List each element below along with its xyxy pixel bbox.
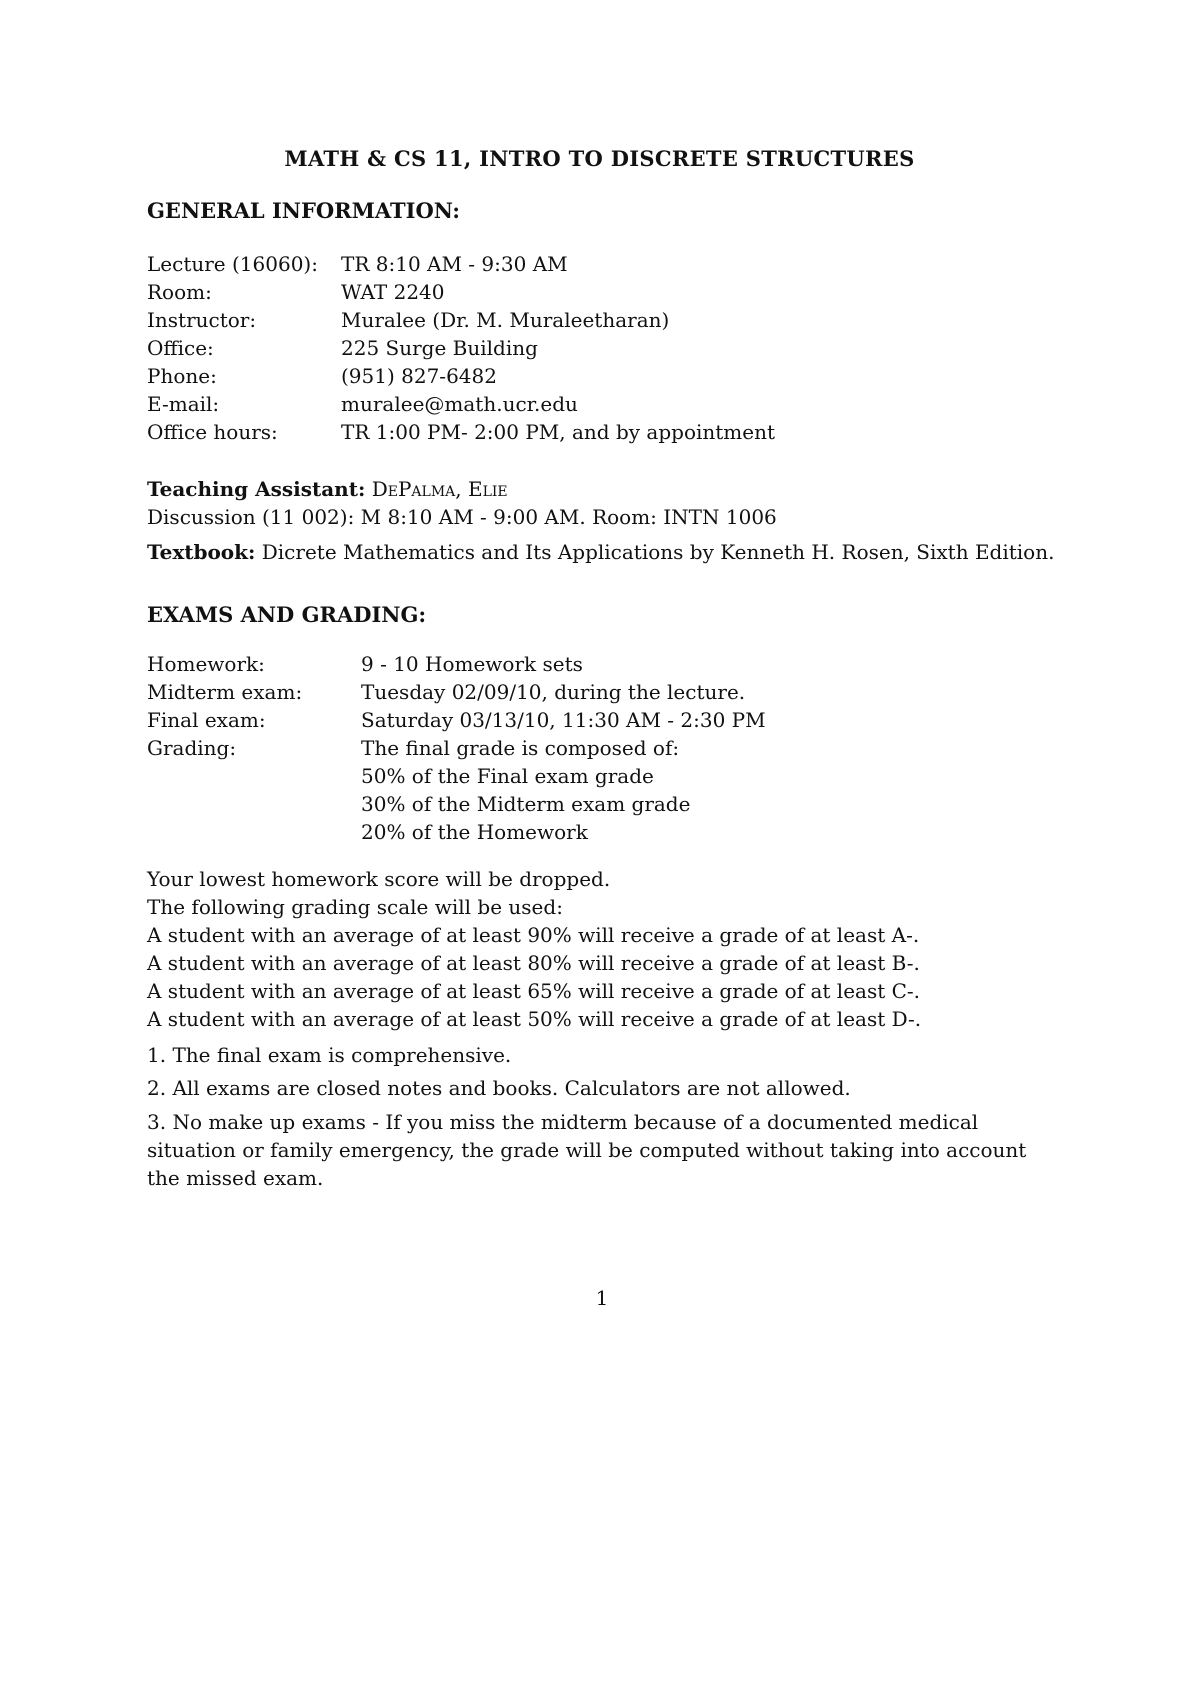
exam-label: Grading: [147, 736, 237, 760]
exams-table [147, 650, 766, 846]
note-item: 1. The final exam is comprehensive. [147, 1043, 512, 1067]
exam-row-grading-midterm-weight [147, 790, 766, 818]
info-row-phone [147, 362, 775, 390]
scale-line: A student with an average of at least 90% will receive a grade of at least A-. [147, 923, 920, 947]
scale-line: A student with an average of at least 80% will receive a grade of at least B-. [147, 951, 920, 975]
textbook-paragraph [147, 538, 1057, 566]
info-value: muralee@math.ucr.edu [341, 392, 578, 416]
info-row-office [147, 334, 775, 362]
note-item: 3. No make up exams - If you miss the midterm because of a documented medical situation or family emergency, the grade will be computed without taking into account the missed exam. [147, 1110, 1027, 1190]
info-row-instructor [147, 306, 775, 334]
page-number: 1 [595, 1286, 609, 1310]
exam-label [147, 762, 361, 790]
info-value: 225 Surge Building [341, 336, 538, 360]
info-value: TR 8:10 AM - 9:30 AM [341, 252, 568, 276]
discussion-line: Discussion (11 002): M 8:10 AM - 9:00 AM. Room: INTN 1006 [147, 505, 777, 529]
textbook-text: Dicrete Mathematics and Its Applications by Kenneth H. Rosen, Sixth Edition. [261, 540, 1055, 564]
ta-label: Teaching Assistant: [147, 477, 366, 501]
exam-value: 9 - 10 Homework sets [361, 652, 583, 676]
info-label: E-mail: [147, 392, 220, 416]
info-row-room [147, 278, 775, 306]
exam-value: 30% of the Midterm exam grade [361, 792, 691, 816]
info-row-email [147, 390, 775, 418]
exam-value: 50% of the Final exam grade [361, 764, 654, 788]
info-value: WAT 2240 [341, 280, 445, 304]
info-label: Lecture (16060): [147, 252, 318, 276]
info-value: Muralee (Dr. M. Muraleetharan) [341, 308, 670, 332]
scale-line: A student with an average of at least 65% will receive a grade of at least C-. [147, 979, 921, 1003]
exam-label: Final exam: [147, 708, 266, 732]
exam-row-grading-homework-weight [147, 818, 766, 846]
exam-value: The final grade is composed of: [361, 736, 680, 760]
exam-label [147, 790, 361, 818]
textbook-label: Textbook: [147, 540, 256, 564]
exam-value: Saturday 03/13/10, 11:30 AM - 2:30 PM [361, 708, 766, 732]
exam-label: Midterm exam: [147, 680, 303, 704]
info-label: Office hours: [147, 420, 278, 444]
page-title: MATH & CS 11, INTRO TO DISCRETE STRUCTURES [284, 146, 915, 171]
ta-name: DePalma, Elie [371, 477, 508, 501]
scale-line: The following grading scale will be used: [147, 895, 563, 919]
info-row-lecture [147, 250, 775, 278]
exams-heading: EXAMS AND GRADING: [147, 602, 427, 627]
general-info-heading: GENERAL INFORMATION: [147, 198, 460, 223]
scale-line: A student with an average of at least 50% will receive a grade of at least D-. [147, 1007, 922, 1031]
exam-value: 20% of the Homework [361, 820, 588, 844]
exam-row-final [147, 706, 766, 734]
general-info-table [147, 250, 775, 446]
exam-row-homework [147, 650, 766, 678]
exam-row-grading-final-weight [147, 762, 766, 790]
exam-row-grading [147, 734, 766, 762]
teaching-assistant-line [147, 477, 508, 501]
info-label: Phone: [147, 364, 217, 388]
info-label: Office: [147, 336, 214, 360]
note-item: 2. All exams are closed notes and books. Calculators are not allowed. [147, 1076, 851, 1100]
exam-label [147, 818, 361, 846]
exam-value: Tuesday 02/09/10, during the lecture. [361, 680, 746, 704]
exam-row-midterm [147, 678, 766, 706]
info-label: Room: [147, 280, 212, 304]
scale-line: Your lowest homework score will be dropped. [147, 867, 611, 891]
info-value: (951) 827-6482 [341, 364, 497, 388]
info-row-office-hours [147, 418, 775, 446]
info-value: TR 1:00 PM- 2:00 PM, and by appointment [341, 420, 776, 444]
exam-label: Homework: [147, 652, 265, 676]
info-label: Instructor: [147, 308, 257, 332]
grading-scale-block [147, 865, 921, 1033]
